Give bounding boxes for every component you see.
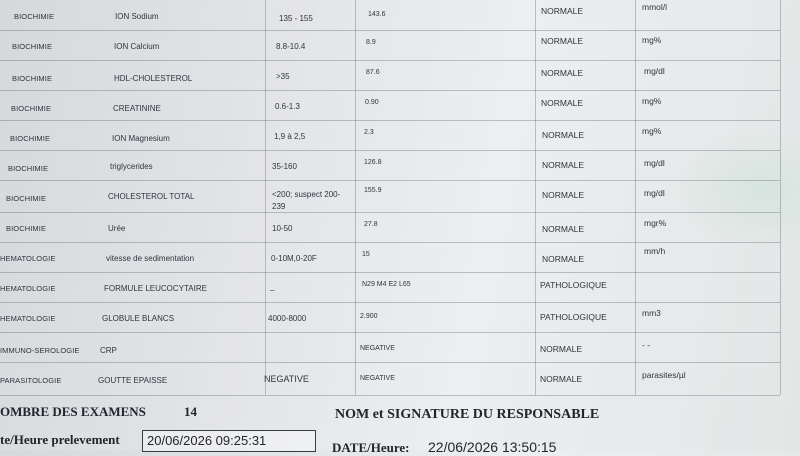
reference-range-cell: <200; suspect 200- (272, 190, 341, 199)
domain-cell: BIOCHIMIE (11, 104, 52, 113)
exam-name-cell: ION Sodium (115, 12, 159, 21)
status-cell: NORMALE (541, 98, 584, 108)
domain-cell: HEMATOLOGIE (0, 314, 56, 323)
value-cell: 0.90 (365, 99, 379, 106)
exam-name-cell: FORMULE LEUCOCYTAIRE (104, 284, 207, 293)
status-cell: NORMALE (541, 6, 584, 16)
unit-cell: mg% (642, 96, 662, 106)
result-row-creatinine (0, 90, 780, 121)
exam-name-cell: GLOBULE BLANCS (102, 314, 175, 323)
value-cell: 2.3 (364, 129, 374, 136)
exam-name-cell: triglycerides (110, 162, 153, 171)
exam-name-cell: ION Calcium (114, 42, 160, 51)
exam-name-cell: CRP (100, 346, 117, 355)
reference-range-cell: >35 (276, 72, 290, 81)
exam-name-cell: CHOLESTEROL TOTAL (108, 192, 195, 201)
result-row-vs (0, 242, 780, 273)
exam-name-cell: vitesse de sedimentation (106, 254, 195, 263)
status-cell: NORMALE (542, 160, 585, 170)
reference-range-cell: 1,9 à 2,5 (274, 132, 306, 141)
result-row-sodium (0, 0, 780, 31)
value-cell: 87.6 (366, 69, 380, 76)
unit-cell: parasites/µl (642, 370, 686, 380)
value-cell: 2.900 (360, 313, 378, 320)
sample-datetime-label: te/Heure prelevement (0, 432, 120, 447)
result-row-cholesterol-total (0, 180, 780, 213)
status-cell: NORMALE (541, 36, 584, 46)
reference-range-cell: NEGATIVE (264, 374, 309, 384)
value-cell: 126.8 (364, 159, 382, 166)
result-row-globules-blancs (0, 302, 780, 333)
result-row-crp (0, 332, 780, 363)
report-datetime-value: 22/06/2026 13:50:15 (428, 439, 557, 455)
exam-name-cell: Urée (108, 224, 126, 233)
unit-cell: mmol/l (642, 2, 668, 12)
domain-cell: BIOCHIMIE (12, 42, 53, 51)
unit-cell: mg/dl (644, 158, 665, 168)
status-cell: NORMALE (542, 190, 585, 200)
domain-cell: IMMUNO-SEROLOGIE (0, 346, 80, 355)
reference-range-cell: 8.8-10.4 (276, 42, 306, 51)
unit-cell: mg% (642, 126, 662, 136)
value-cell: NEGATIVE (360, 345, 395, 352)
result-row-triglycerides (0, 150, 780, 181)
domain-cell: BIOCHIMIE (10, 134, 51, 143)
result-row-goutte-epaisse (0, 362, 780, 396)
reference-range-cell: 10-50 (272, 224, 293, 233)
exam-name-cell: ION Magnesium (112, 134, 170, 143)
exam-name-cell: CREATININE (113, 104, 161, 113)
result-row-calcium (0, 30, 780, 61)
value-cell: 155.9 (364, 187, 382, 194)
domain-cell: HEMATOLOGIE (0, 254, 56, 263)
value-cell: 8.9 (366, 39, 376, 46)
status-cell: PATHOLOGIQUE (540, 280, 607, 290)
reference-range-cell: 0-10M,0-20F (271, 254, 317, 263)
unit-cell: - - (642, 340, 651, 350)
unit-cell: mg/dl (644, 66, 665, 76)
status-cell: NORMALE (542, 224, 585, 234)
domain-cell: BIOCHIMIE (14, 12, 55, 21)
value-cell: 27.8 (364, 221, 378, 228)
responsible-signature-label: NOM et SIGNATURE DU RESPONSABLE (335, 407, 600, 422)
status-cell: PATHOLOGIQUE (540, 312, 607, 322)
reference-range-cell: 135 - 155 (279, 14, 313, 23)
reference-range-cell: 4000-8000 (268, 314, 307, 323)
reference-range-cell: 0.6-1.3 (275, 102, 300, 111)
result-row-hdl (0, 60, 780, 91)
domain-cell: PARASITOLOGIE (0, 376, 62, 385)
value-cell: N29 M4 E2 L65 (362, 281, 411, 288)
unit-cell: mm/h (644, 246, 666, 256)
result-row-magnesium (0, 120, 780, 151)
unit-cell: mm3 (642, 308, 661, 318)
unit-cell: mgr% (644, 218, 667, 228)
sample-datetime-field: 20/06/2026 09:25:31 (142, 430, 316, 452)
status-cell: NORMALE (542, 254, 585, 264)
exam-name-cell: GOUTTE EPAISSE (98, 376, 168, 385)
status-cell: NORMALE (541, 68, 584, 78)
domain-cell: BIOCHIMIE (8, 164, 49, 173)
column-divider (780, 0, 781, 395)
unit-cell: mg% (642, 35, 662, 45)
value-cell: 143.6 (368, 11, 386, 18)
status-cell: NORMALE (540, 344, 583, 354)
domain-cell: BIOCHIMIE (6, 194, 47, 203)
domain-cell: HEMATOLOGIE (0, 284, 56, 293)
report-datetime-label: DATE/Heure: (332, 440, 410, 455)
status-cell: NORMALE (542, 130, 585, 140)
result-row-uree (0, 212, 780, 243)
exam-count-value: 14 (184, 404, 197, 419)
result-row-formule-leucocytaire (0, 272, 780, 303)
reference-range-cell: _ (270, 282, 275, 291)
exam-name-cell: HDL-CHOLESTEROL (114, 74, 193, 83)
reference-range-cell-line2: 239 (272, 202, 286, 211)
value-cell: 15 (362, 251, 370, 258)
exam-count-label: OMBRE DES EXAMENS (0, 404, 146, 419)
domain-cell: BIOCHIMIE (6, 224, 47, 233)
value-cell: NEGATIVE (360, 375, 395, 382)
status-cell: NORMALE (540, 374, 583, 384)
reference-range-cell: 35-160 (272, 162, 297, 171)
domain-cell: BIOCHIMIE (12, 74, 53, 83)
unit-cell: mg/dl (644, 188, 665, 198)
